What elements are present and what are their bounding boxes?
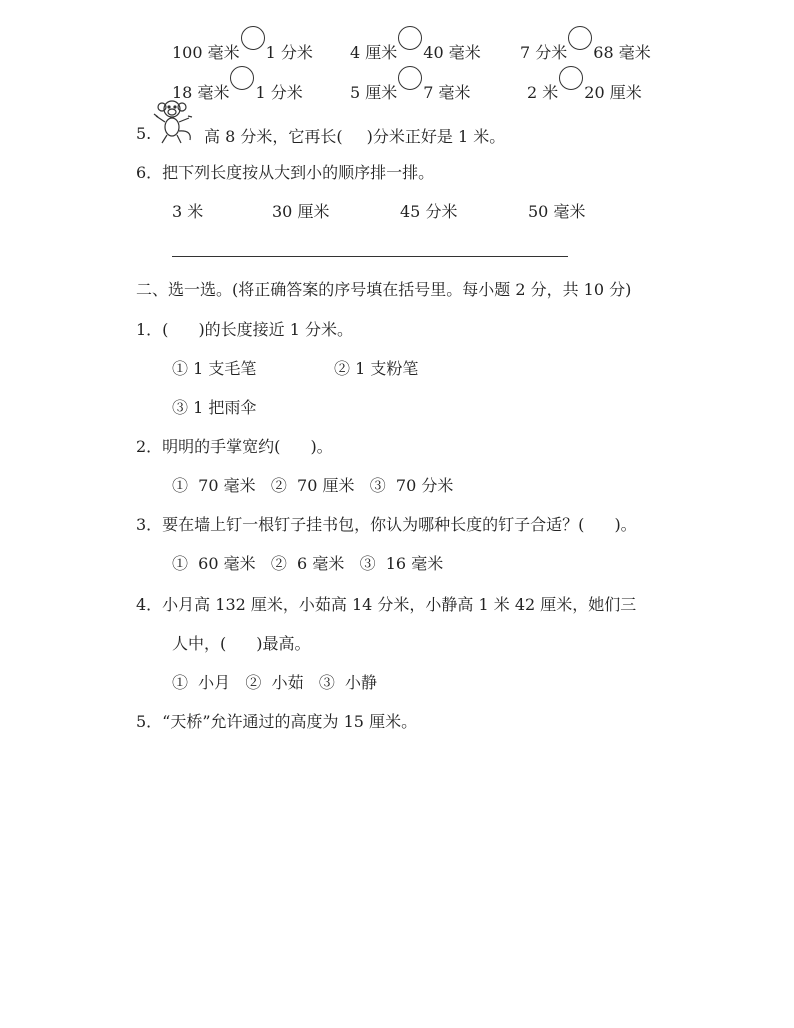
compare-left: 4 厘米 bbox=[350, 43, 398, 62]
mc-question-4-line1: 4．小月高 132 厘米，小茹高 14 分米，小静高 1 米 42 厘米，她们三 bbox=[136, 595, 637, 614]
blank-circle[interactable] bbox=[241, 26, 265, 50]
mc-question-2 bbox=[136, 434, 333, 457]
mc-question-4-line2 bbox=[172, 631, 311, 654]
mc-question-5: 5．“天桥”允许通过的高度为 15 厘米。 bbox=[136, 712, 418, 731]
compare-right: 1 分米 bbox=[265, 43, 313, 62]
q6-item: 50 毫米 bbox=[528, 202, 586, 221]
options-row[interactable]: ① 70 毫米 ② 70 厘米 ③ 70 分米 bbox=[172, 476, 454, 495]
compare-left: 100 毫米 bbox=[172, 43, 240, 62]
answer-line[interactable] bbox=[172, 256, 568, 257]
question-text: 3．要在墙上钉一根钉子挂书包，你认为哪种长度的钉子合适？( bbox=[136, 515, 585, 534]
blank-circle[interactable] bbox=[398, 26, 422, 50]
compare-right: 40 毫米 bbox=[423, 43, 481, 62]
compare-item bbox=[350, 66, 471, 103]
question-text: )最高。 bbox=[256, 634, 311, 653]
compare-left: 7 分米 bbox=[520, 43, 568, 62]
question-text: 1．( bbox=[136, 320, 169, 339]
blank-circle[interactable] bbox=[398, 66, 422, 90]
blank-circle[interactable] bbox=[568, 26, 592, 50]
blank-circle[interactable] bbox=[559, 66, 583, 90]
q5-number: 5. bbox=[136, 124, 152, 143]
compare-right: 68 毫米 bbox=[593, 43, 651, 62]
compare-item bbox=[527, 66, 642, 103]
question-text: )。 bbox=[310, 437, 333, 456]
compare-left: 2 米 bbox=[527, 83, 559, 102]
question-text: 人中，( bbox=[172, 634, 227, 653]
mc-question-1 bbox=[136, 317, 353, 340]
question-text: )的长度接近 1 分米。 bbox=[198, 320, 354, 339]
option[interactable]: ① 1 支毛笔 bbox=[172, 359, 257, 378]
compare-right: 1 分米 bbox=[255, 83, 303, 102]
q5-text-before: 高 8 分米，它再长( bbox=[204, 127, 343, 146]
compare-item bbox=[520, 26, 651, 63]
monkey-illustration bbox=[148, 96, 198, 146]
compare-left: 5 厘米 bbox=[350, 83, 398, 102]
q6-item: 30 厘米 bbox=[272, 202, 330, 221]
q6-text: 6．把下列长度按从大到小的顺序排一排。 bbox=[136, 163, 435, 182]
q5-text bbox=[204, 124, 505, 147]
q6-item: 45 分米 bbox=[400, 202, 458, 221]
options-row[interactable]: ① 60 毫米 ② 6 毫米 ③ 16 毫米 bbox=[172, 554, 444, 573]
section-title: 二、选一选。(将正确答案的序号填在括号里。每小题 2 分，共 10 分) bbox=[136, 280, 632, 299]
compare-right: 7 毫米 bbox=[423, 83, 471, 102]
options-row[interactable]: ① 小月 ② 小茹 ③ 小静 bbox=[172, 673, 378, 692]
mc-question-3 bbox=[136, 512, 637, 535]
compare-item bbox=[350, 26, 481, 63]
q5-text-after: )分米正好是 1 米。 bbox=[366, 127, 506, 146]
question-text: )。 bbox=[614, 515, 637, 534]
compare-item bbox=[172, 26, 313, 63]
compare-right: 20 厘米 bbox=[584, 83, 642, 102]
question-text: 2．明明的手掌宽约( bbox=[136, 437, 281, 456]
compare-left: 18 毫米 bbox=[172, 83, 230, 102]
option[interactable]: ② 1 支粉笔 bbox=[334, 359, 419, 378]
blank-circle[interactable] bbox=[230, 66, 254, 90]
q6-item: 3 米 bbox=[172, 202, 204, 221]
option[interactable]: ③ 1 把雨伞 bbox=[172, 398, 257, 417]
